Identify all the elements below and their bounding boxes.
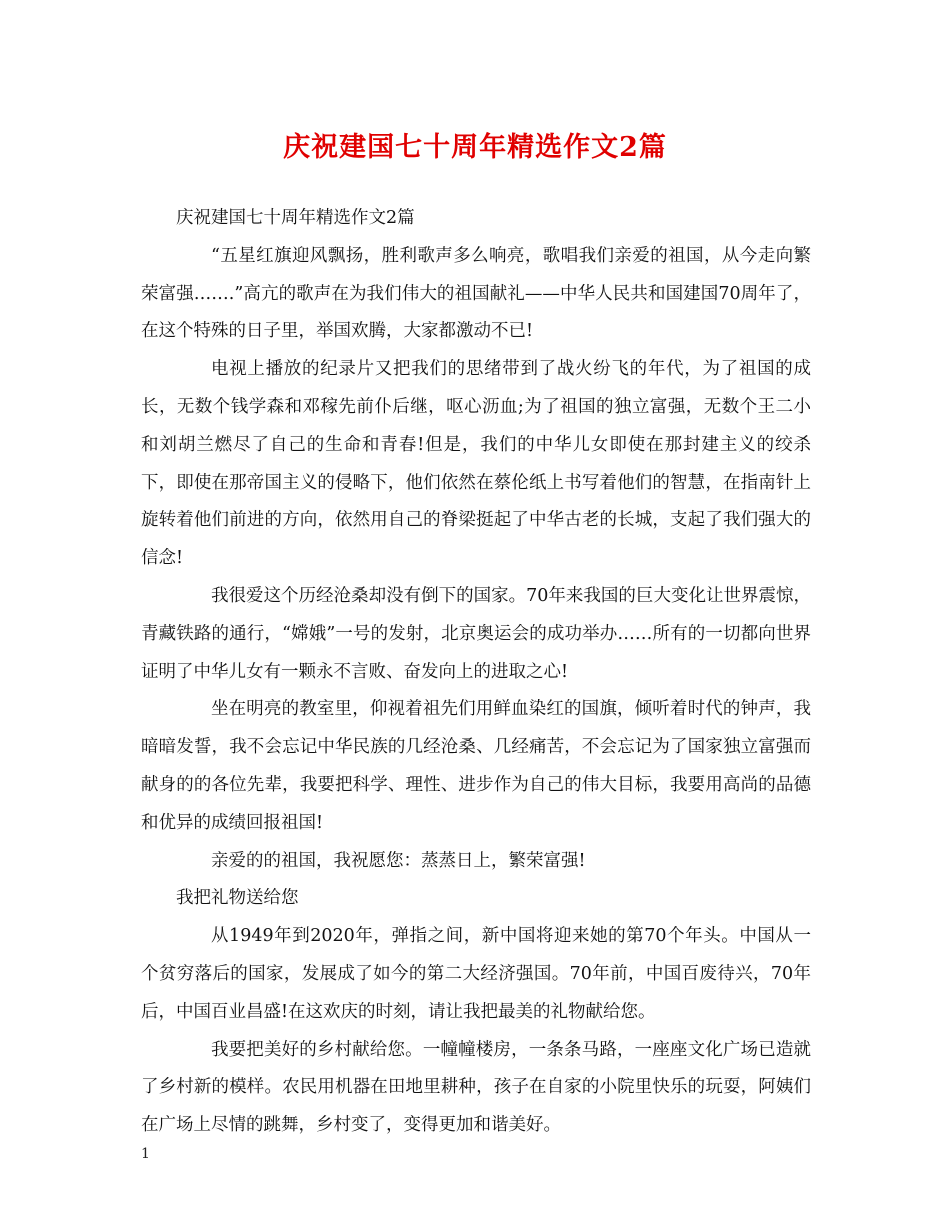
subtitle-paragraph: 庆祝建国七十周年精选作文2篇 xyxy=(176,208,415,228)
document-title: 庆祝建国七十周年精选作文2篇 xyxy=(283,132,667,163)
paragraph: 我很爱这个历经沧桑却没有倒下的国家。70年来我国的巨大变化让世界震惊，青藏铁路的通行，“嫦娥”一号的发射，北京奥运会的成功举办……所有的一切都向世界证明了中华儿女有一颗永不言败、奋发向上的进取之心! xyxy=(141,585,811,682)
section-heading: 我把礼物送给您 xyxy=(176,888,299,909)
paragraph: “五星红旗迎风飘扬，胜利歌声多么响亮，歌唱我们亲爱的祖国，从今走向繁荣富强…….”高亢的歌声在为我们伟大的祖国献礼——中华人民共和国建国70周年了，在这个特殊的日子里，举国欢腾，大家都激动不已! xyxy=(141,245,811,342)
page-number: 1 xyxy=(141,1146,150,1162)
paragraph: 亲爱的的祖国，我祝愿您：蒸蒸日上，繁荣富强! xyxy=(211,850,586,871)
document-body xyxy=(141,200,811,1145)
paragraph: 从1949年到2020年，弹指之间，新中国将迎来她的第70个年头。中国从一个贫穷落后的国家，发展成了如今的第二大经济强国。70年前，中国百废待兴，70年后，中国百业昌盛!在这欢庆的时刻，请让我把最美的礼物献给您。 xyxy=(141,926,811,1022)
paragraph: 我要把美好的乡村献给您。一幢幢楼房，一条条马路，一座座文化广场已造就了乡村新的模样。农民用机器在田地里耕种，孩子在自家的小院里快乐的玩耍，阿姨们在广场上尽情的跳舞，乡村变了，变得更加和谐美好。 xyxy=(141,1039,811,1136)
paragraph: 电视上播放的纪录片又把我们的思绪带到了战火纷飞的年代，为了祖国的成长，无数个钱学森和邓稼先前仆后继，呕心沥血;为了祖国的独立富强，无数个王二小和刘胡兰燃尽了自己的生命和青春!但是，我们的中华儿女即使在那封建主义的绞杀下，即使在那帝国主义的侵略下，他们依然在蔡伦纸上书写着他们的智慧，在指南针上旋转着他们前进的方向，依然用自己的脊梁挺起了中华古老的长城，支起了我们强大的信念! xyxy=(141,359,811,569)
paragraph: 坐在明亮的教室里，仰视着祖先们用鲜血染红的国旗，倾听着时代的钟声，我暗暗发誓，我不会忘记中华民族的几经沧桑、几经痛苦，不会忘记为了国家独立富强而献身的的各位先辈，我要把科学、理性、进步作为自己的伟大目标，我要用高尚的品德和优异的成绩回报祖国! xyxy=(141,699,811,833)
